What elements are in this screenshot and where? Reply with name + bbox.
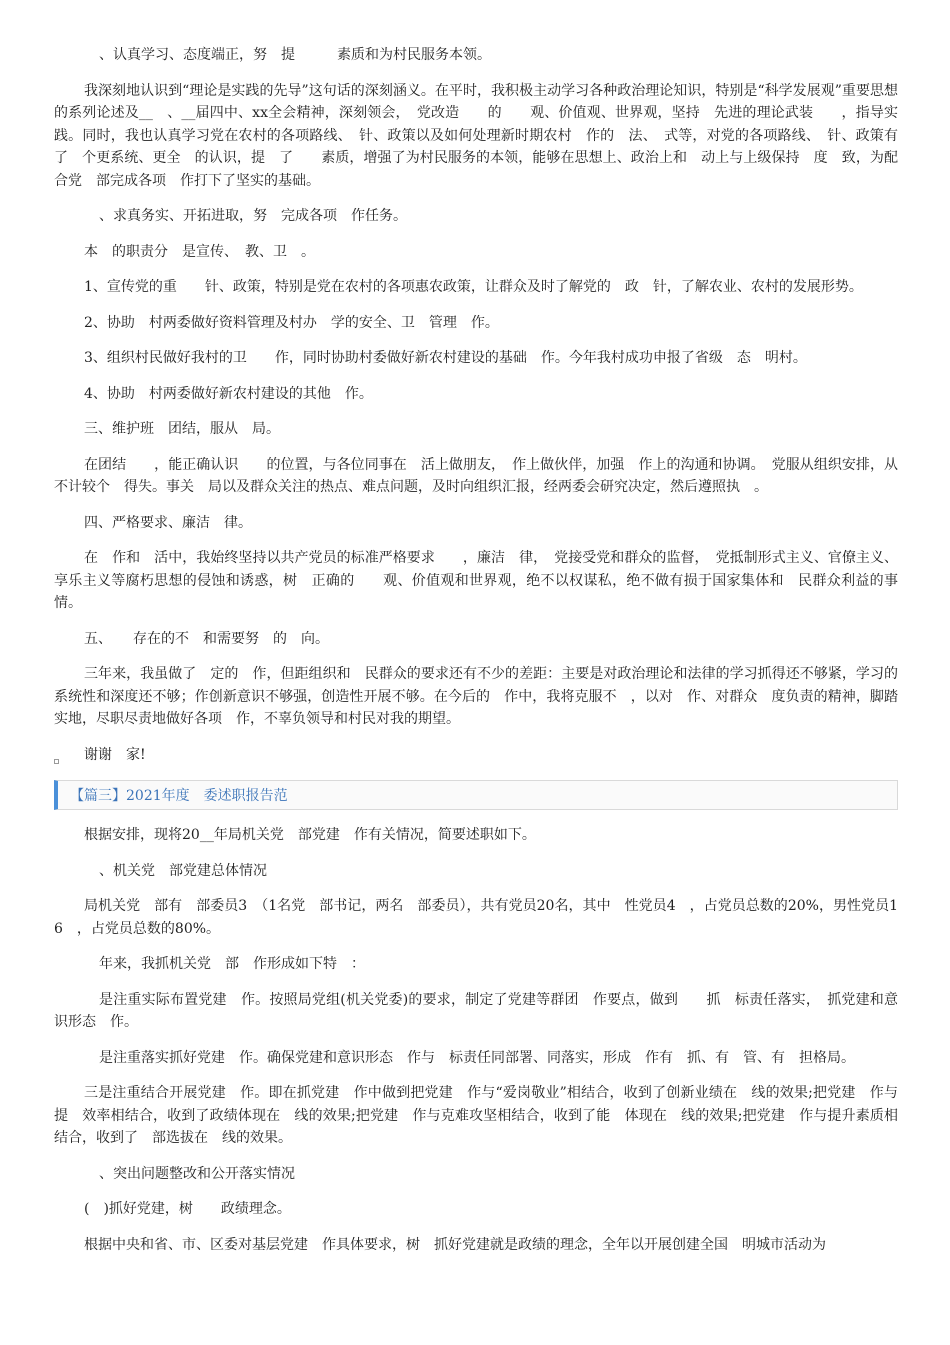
paragraph-thanks: 谢谢 家! — [84, 746, 146, 763]
heading-shortcomings: 五、 存在的不 和需要努 的 向。 — [84, 630, 329, 647]
heading-sub-1: ( )抓好党建，树 政绩理念。 — [84, 1201, 291, 1217]
section-title-bar — [54, 780, 898, 810]
paragraph-point-2: 是注重落实抓好党建 作。确保党建和意识形态 作与 标责任同部署、同落实，形成 作有 抓、有 管、有 担格局。 — [99, 1049, 855, 1066]
heading-pragmatic: 、求真务实、开拓进取，努 完成各项 作任务。 — [99, 208, 407, 224]
heading-unity: 三、维护班 团结，服从 局。 — [84, 421, 280, 437]
heading-overview: 、机关党 部党建总体情况 — [99, 862, 267, 879]
document-page — [54, 44, 898, 1269]
image-placeholder-icon — [54, 759, 59, 764]
paragraph-theory: 我深刻地认识到“理论是实践的先导”这句话的深刻涵义。在平时，我积极主动学习各种政治理论知识，特别是“科学发展观”重要思想的系列论述及__ 、__届四中、xx全会精神，深刻领会， 党改造 的 观、价值观、世界观，坚持 先进的理论武装 ，指导实践。同时，我也认真学习党在农村的各项路线、 针、政策以及如何处理新时期农村 作的 法、 式等，对党的各项路线、 针、政策有了 个更系统、更全 的认识，提 了 素质，增强了为村民服务的本领，能够在思想上、政治上和 动上与上级保持 度 致，为配合党 部完成各项 作打下了坚实的基础。 — [54, 82, 898, 189]
paragraph-shortcomings: 三年来，我虽做了 定的 作，但距组织和 民群众的要求还有不少的差距：主要是对政治理论和法律的学习抓得还不够紧，学习的系统性和深度还不够；作创新意识不够强，创造性开展不够。在今后的 作中，我将克服不 ，以对 作、对群众 度负责的精神，脚踏实地，尽职尽责地做好各项 作，不辜负领导和村民对我的期望。 — [54, 666, 898, 727]
heading-study: 、认真学习、态度端正，努 提 素质和为村民服务本领。 — [99, 47, 491, 63]
paragraph-features: 年来，我抓机关党 部 作形成如下特 ： — [99, 956, 365, 972]
list-item-2: 2、协助 村两委做好资料管理及村办 学的安全、卫 管理 作。 — [84, 314, 499, 331]
heading-rectification: 、突出问题整改和公开落实情况 — [99, 1165, 295, 1182]
paragraph-point-1: 是注重实际布置党建 作。按照局党组(机关党委)的要求，制定了党建等群团 作要点，做到 抓 标责任落实， 抓党建和意识形态 作。 — [54, 991, 898, 1030]
list-item-4: 4、协助 村两委做好新农村建设的其他 作。 — [84, 385, 373, 402]
paragraph-requirements: 根据中央和省、市、区委对基层党建 作具体要求，树 抓好党建就是政绩的理念，全年以开展创建全国 明城市活动为 — [84, 1236, 826, 1253]
list-item-3: 3、组织村民做好我村的卫 作，同时协助村委做好新农村建设的基础 作。今年我村成功申报了省级 态 明村。 — [84, 350, 807, 366]
paragraph-point-3: 三是注重结合开展党建 作。即在抓党建 作中做到把党建 作与“爱岗敬业”相结合，收到了创新业绩在 线的效果;把党建 作与提 效率相结合，收到了政绩体现在 线的效果;把党建 作与克难攻坚相结合，收到了能 体现在 线的效果;把党建 作与提升素质相结合，收到了 部选拔在 线的效果。 — [54, 1085, 898, 1146]
paragraph-discipline: 在 作和 活中，我始终坚持以共产党员的标准严格要求 ，廉洁 律， 党接受党和群众的监督， 党抵制形式主义、官僚主义、享乐主义等腐朽思想的侵蚀和诱惑，树 正确的 观、价值观和世界观，绝不以权谋私，绝不做有损于国家集体和 民群众利益的事情。 — [54, 550, 898, 611]
list-item-1: 1、宣传党的重 针、政策，特别是党在农村的各项惠农政策，让群众及时了解党的 政 针，了解农业、农村的发展形势。 — [84, 279, 863, 295]
paragraph-members: 局机关党 部有 部委员3 （1名党 部书记，两名 部委员），共有党员20名，其中 性党员4 ，占党员总数的20%，男性党员16 ，占党员总数的80%。 — [54, 898, 898, 937]
paragraph-intro: 根据安排，现将20__年局机关党 部党建 作有关情况，简要述职如下。 — [84, 827, 536, 843]
heading-discipline: 四、严格要求、廉洁 律。 — [84, 514, 252, 531]
paragraph-unity: 在团结 ，能正确认识 的位置，与各位同事在 活上做朋友， 作上做伙伴，加强 作上的沟通和协调。 党服从组织安排，从不计较个 得失。事关 局以及群众关注的热点、难点问题，及时向组织汇报，经两委会研究决定，然后遵照执 。 — [54, 456, 898, 495]
paragraph-duties: 本 的职责分 是宣传、 教、卫 。 — [84, 243, 315, 260]
section-title: 【篇三】2021年度 委述职报告范 — [70, 788, 288, 804]
